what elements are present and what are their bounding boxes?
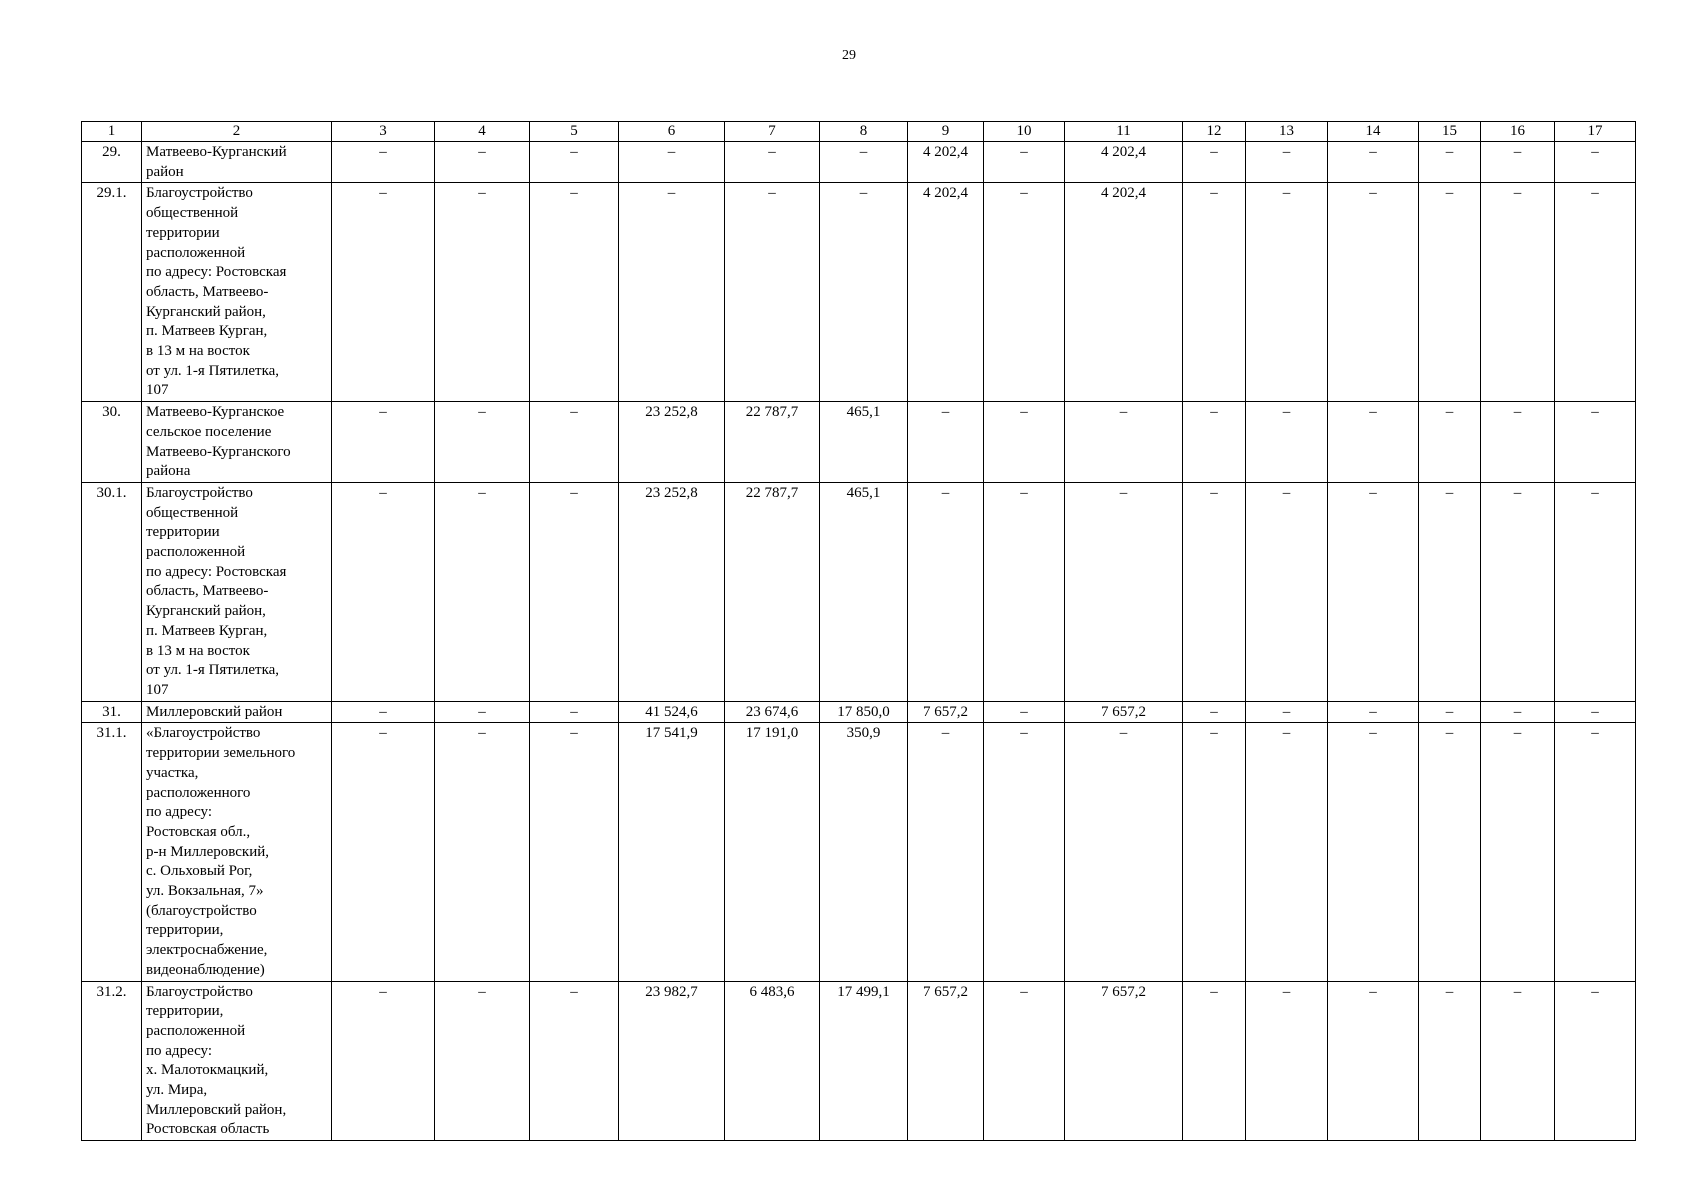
value-cell: – [1419, 981, 1481, 1141]
value-cell: 17 541,9 [619, 723, 725, 981]
value-cell: – [908, 723, 984, 981]
value-cell: – [1555, 402, 1636, 483]
row-name-line: электроснабжение, [146, 942, 268, 959]
header-row [82, 122, 1636, 142]
row-name-line: территории земельного [146, 745, 296, 762]
row-name-line: территории, [146, 922, 224, 939]
value-cell: – [1065, 482, 1183, 701]
value-cell: – [530, 981, 619, 1141]
value-cell: – [1555, 723, 1636, 981]
value-cell: – [908, 482, 984, 701]
value-cell: – [435, 402, 530, 483]
row-name-line: расположенного [146, 784, 251, 801]
column-header: 7 [725, 122, 820, 142]
value-cell: – [332, 723, 435, 981]
column-header: 1 [82, 122, 142, 142]
row-name-line: Курганский район, [146, 603, 266, 620]
value-cell: 17 191,0 [725, 723, 820, 981]
row-name [142, 701, 332, 723]
row-name-line: Миллеровский район, [146, 1101, 287, 1118]
value-cell: – [984, 723, 1065, 981]
row-name-line: от ул. 1-я Пятилетка, [146, 662, 280, 679]
value-cell: – [1481, 701, 1555, 723]
row-number: 31.2. [82, 981, 142, 1141]
row-name-line: сельское поселение [146, 423, 272, 440]
value-cell: – [435, 482, 530, 701]
value-cell: 4 202,4 [1065, 142, 1183, 183]
value-cell: – [435, 142, 530, 183]
row-number: 29.1. [82, 183, 142, 402]
value-cell: – [332, 142, 435, 183]
column-header: 16 [1481, 122, 1555, 142]
row-name-line: (благоустройство [146, 902, 257, 919]
row-name-line: Благоустройство [146, 185, 253, 202]
value-cell: – [725, 142, 820, 183]
value-cell: 23 982,7 [619, 981, 725, 1141]
value-cell: – [1481, 723, 1555, 981]
value-cell: – [530, 183, 619, 402]
table-row [82, 142, 1636, 183]
value-cell: 6 483,6 [725, 981, 820, 1141]
row-name-line: по адресу: [146, 1042, 213, 1059]
value-cell: – [619, 183, 725, 402]
value-cell: – [1555, 482, 1636, 701]
value-cell: – [332, 402, 435, 483]
row-name-line: по адресу: Ростовская [146, 264, 287, 281]
value-cell: – [1183, 482, 1246, 701]
column-header: 2 [142, 122, 332, 142]
row-name-line: х. Малотокмацкий, [146, 1062, 269, 1079]
value-cell: – [530, 402, 619, 483]
value-cell: – [332, 183, 435, 402]
column-header: 11 [1065, 122, 1183, 142]
value-cell: – [332, 701, 435, 723]
value-cell: – [1419, 482, 1481, 701]
value-cell: – [820, 142, 908, 183]
value-cell: – [1555, 183, 1636, 402]
row-number: 29. [82, 142, 142, 183]
column-header: 12 [1183, 122, 1246, 142]
row-name-line: Ростовская обл., [146, 823, 251, 840]
value-cell: 23 252,8 [619, 402, 725, 483]
value-cell: – [725, 183, 820, 402]
row-name-line: района [146, 463, 191, 480]
value-cell: – [1481, 142, 1555, 183]
value-cell: – [619, 142, 725, 183]
value-cell: – [1246, 701, 1328, 723]
value-cell: – [1328, 142, 1419, 183]
value-cell: – [332, 482, 435, 701]
value-cell: – [1419, 701, 1481, 723]
value-cell: – [1183, 723, 1246, 981]
column-header: 13 [1246, 122, 1328, 142]
row-name-line: п. Матвеев Курган, [146, 323, 268, 340]
row-number: 31. [82, 701, 142, 723]
row-name-line: территории [146, 224, 220, 241]
value-cell: – [1328, 482, 1419, 701]
row-name-line: Матвеево-Курганского [146, 443, 291, 460]
value-cell: 7 657,2 [1065, 981, 1183, 1141]
value-cell: 17 499,1 [820, 981, 908, 1141]
value-cell: – [1328, 981, 1419, 1141]
row-name-line: 107 [146, 681, 169, 698]
value-cell: 22 787,7 [725, 482, 820, 701]
row-name-line: в 13 м на восток [146, 343, 250, 360]
row-name-line: от ул. 1-я Пятилетка, [146, 362, 280, 379]
value-cell: – [530, 142, 619, 183]
row-name-line: в 13 м на восток [146, 642, 250, 659]
value-cell: – [1246, 482, 1328, 701]
value-cell: – [1183, 981, 1246, 1141]
row-name-line: территории, [146, 1003, 224, 1020]
value-cell: 465,1 [820, 402, 908, 483]
row-name-line: ул. Вокзальная, 7» [146, 883, 264, 900]
row-name-line: Матвеево-Курганский [146, 144, 287, 160]
row-name [142, 981, 332, 1141]
value-cell: 17 850,0 [820, 701, 908, 723]
column-header: 5 [530, 122, 619, 142]
value-cell: – [530, 701, 619, 723]
value-cell: 7 657,2 [908, 981, 984, 1141]
value-cell: 4 202,4 [908, 183, 984, 402]
value-cell: – [984, 183, 1065, 402]
row-name [142, 183, 332, 402]
value-cell: 350,9 [820, 723, 908, 981]
table-row [82, 183, 1636, 402]
value-cell: – [1328, 183, 1419, 402]
value-cell: 465,1 [820, 482, 908, 701]
value-cell: 23 252,8 [619, 482, 725, 701]
value-cell: – [1419, 723, 1481, 981]
row-name-line: по адресу: Ростовская [146, 563, 287, 580]
column-header: 9 [908, 122, 984, 142]
row-name-line: территории [146, 524, 220, 541]
row-name [142, 723, 332, 981]
value-cell: – [530, 723, 619, 981]
value-cell: – [984, 142, 1065, 183]
value-cell: – [1419, 402, 1481, 483]
table-row [82, 981, 1636, 1141]
value-cell: – [1183, 183, 1246, 402]
value-cell: – [1183, 701, 1246, 723]
table-row [82, 701, 1636, 723]
table-row [82, 482, 1636, 701]
value-cell: – [984, 402, 1065, 483]
row-number: 30.1. [82, 482, 142, 701]
value-cell: – [1328, 701, 1419, 723]
budget-table [81, 121, 1636, 1141]
row-name-line: Матвеево-Курганское [146, 404, 285, 421]
row-name-line: область, Матвеево- [146, 583, 269, 600]
row-number: 31.1. [82, 723, 142, 981]
value-cell: – [1555, 981, 1636, 1141]
value-cell: – [1183, 142, 1246, 183]
value-cell: – [1555, 142, 1636, 183]
value-cell: – [1481, 482, 1555, 701]
value-cell: – [1328, 723, 1419, 981]
table-row [82, 723, 1636, 981]
value-cell: 23 674,6 [725, 701, 820, 723]
value-cell: – [435, 981, 530, 1141]
row-name-line: Миллеровский район [146, 703, 283, 720]
value-cell: – [908, 402, 984, 483]
row-name-line: 107 [146, 382, 169, 399]
row-name-line: Курганский район, [146, 303, 266, 320]
value-cell: – [1481, 183, 1555, 402]
row-name-line: общественной [146, 504, 239, 521]
row-name [142, 142, 332, 183]
value-cell: 4 202,4 [908, 142, 984, 183]
row-name-line: общественной [146, 205, 239, 222]
row-name-line: «Благоустройство [146, 725, 261, 742]
row-name-line: Благоустройство [146, 484, 253, 501]
column-header: 3 [332, 122, 435, 142]
value-cell: – [530, 482, 619, 701]
row-name-line: по адресу: [146, 804, 213, 821]
page-number: 29 [842, 48, 856, 63]
value-cell: – [1481, 402, 1555, 483]
column-header: 10 [984, 122, 1065, 142]
value-cell: – [1065, 402, 1183, 483]
value-cell: – [1246, 142, 1328, 183]
column-header: 6 [619, 122, 725, 142]
value-cell: – [1246, 981, 1328, 1141]
column-header: 17 [1555, 122, 1636, 142]
row-name-line: п. Матвеев Курган, [146, 622, 268, 639]
value-cell: – [435, 723, 530, 981]
column-header: 14 [1328, 122, 1419, 142]
value-cell: – [1246, 183, 1328, 402]
row-name-line: район [146, 163, 184, 180]
column-header: 4 [435, 122, 530, 142]
value-cell: – [1419, 183, 1481, 402]
value-cell: – [1419, 142, 1481, 183]
value-cell: 4 202,4 [1065, 183, 1183, 402]
value-cell: – [1065, 723, 1183, 981]
value-cell: – [435, 183, 530, 402]
row-name-line: Благоустройство [146, 983, 253, 1000]
value-cell: – [984, 482, 1065, 701]
value-cell: 41 524,6 [619, 701, 725, 723]
value-cell: 7 657,2 [1065, 701, 1183, 723]
row-name-line: видеонаблюдение) [146, 961, 265, 978]
value-cell: – [984, 701, 1065, 723]
row-name-line: с. Ольховый Рог, [146, 863, 253, 880]
row-name-line: р-н Миллеровский, [146, 843, 270, 860]
column-header: 8 [820, 122, 908, 142]
value-cell: – [1328, 402, 1419, 483]
row-number: 30. [82, 402, 142, 483]
row-name-line: область, Матвеево- [146, 283, 269, 300]
row-name-line: расположенной [146, 244, 246, 261]
row-name-line: участка, [146, 764, 199, 781]
value-cell: – [332, 981, 435, 1141]
column-header: 15 [1419, 122, 1481, 142]
value-cell: – [1246, 723, 1328, 981]
value-cell: – [1555, 701, 1636, 723]
value-cell: – [1246, 402, 1328, 483]
row-name-line: ул. Мира, [146, 1082, 208, 1099]
row-name [142, 402, 332, 483]
table-row [82, 402, 1636, 483]
row-name [142, 482, 332, 701]
value-cell: – [1481, 981, 1555, 1141]
value-cell: – [984, 981, 1065, 1141]
value-cell: – [435, 701, 530, 723]
value-cell: 22 787,7 [725, 402, 820, 483]
row-name-line: расположенной [146, 1022, 246, 1039]
value-cell: – [1183, 402, 1246, 483]
row-name-line: расположенной [146, 544, 246, 561]
row-name-line: Ростовская область [146, 1121, 270, 1138]
value-cell: 7 657,2 [908, 701, 984, 723]
value-cell: – [820, 183, 908, 402]
